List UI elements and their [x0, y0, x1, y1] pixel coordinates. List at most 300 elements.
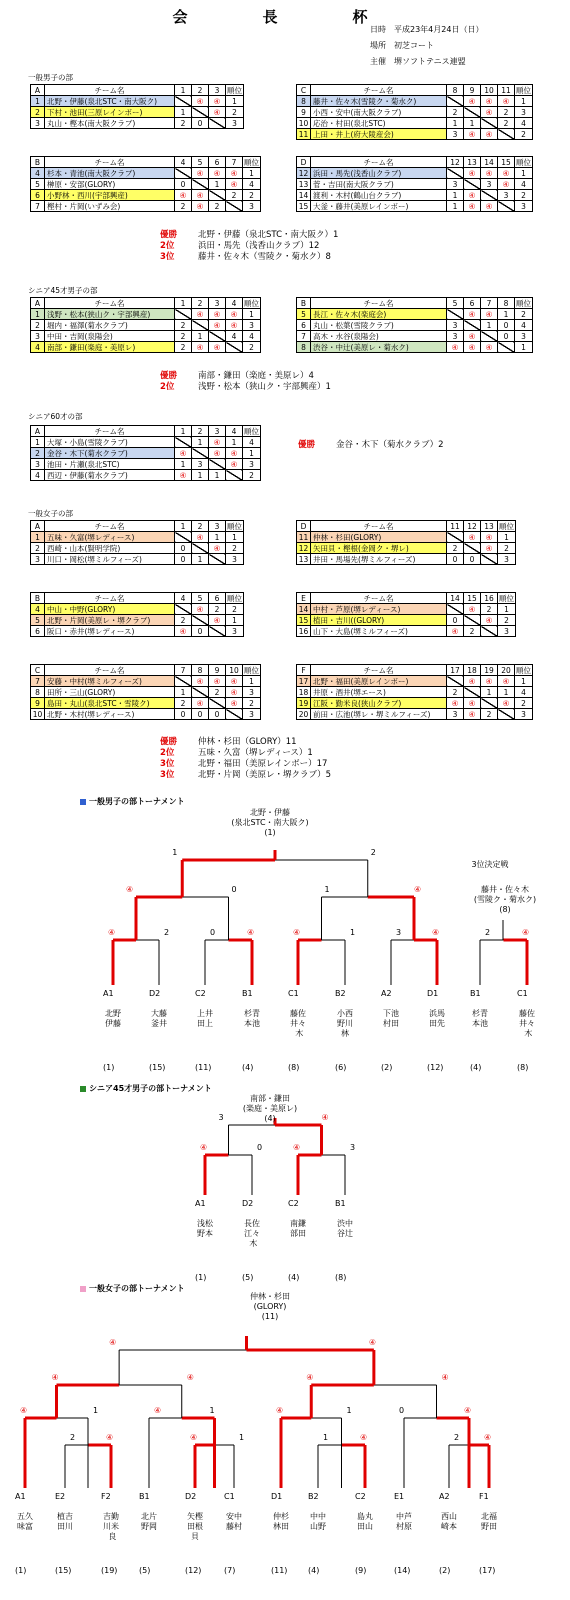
score-cell: ④: [226, 459, 243, 470]
team-name: 高木・水谷(泉陽会): [311, 331, 447, 342]
col-header: 10: [226, 665, 243, 676]
score-cell: ④: [226, 676, 243, 687]
row-number: 10: [31, 709, 45, 720]
col-header: 12: [447, 157, 464, 168]
score-cell: 2: [481, 709, 498, 720]
host-value: 堺ソフトテニス連盟: [394, 57, 466, 66]
col-header: 13: [481, 521, 498, 532]
score-cell: ④: [226, 698, 243, 709]
score-cell: 2: [175, 201, 192, 212]
score-cell: 2: [175, 615, 192, 626]
team-name: 杉本・青池(南大阪クラブ): [45, 168, 175, 179]
match-score: 1: [350, 928, 356, 937]
rank-cell: 3: [243, 201, 261, 212]
team-name: 井原・酒井(堺エース): [311, 687, 447, 698]
score-cell: 0: [498, 320, 515, 331]
score-cell: 3: [447, 320, 464, 331]
col-header: 5: [192, 157, 209, 168]
result-line: 2位 浜田・馬先（浅香山クラブ）12: [160, 241, 320, 251]
score-cell: 1: [192, 554, 209, 565]
score-cell: ④: [464, 709, 481, 720]
row-number: 4: [31, 604, 45, 615]
col-header: 15: [464, 593, 481, 604]
score-cell: ④: [481, 532, 498, 543]
row-number: 2: [31, 107, 45, 118]
player-names: 西山 崎本: [441, 1512, 457, 1531]
score-cell: 3: [447, 179, 464, 190]
host-label: 主催: [370, 57, 386, 66]
seed-number: (9): [355, 1566, 367, 1575]
match-score: ④: [306, 1373, 314, 1382]
col-header: 14: [447, 593, 464, 604]
col-header: 4: [226, 298, 243, 309]
col-header: 9: [209, 665, 226, 676]
block-label: E: [297, 593, 311, 604]
rank-header: 順位: [516, 298, 531, 308]
team-name: 五味・久富(堺レディース): [45, 532, 175, 543]
rank-cell: 1: [243, 168, 261, 179]
score-cell: ④: [464, 201, 481, 212]
rank-header: 順位: [244, 298, 259, 308]
match-score: ④: [276, 1406, 284, 1415]
row-number: 9: [31, 698, 45, 709]
col-header: 1: [175, 298, 192, 309]
match-score: 0: [257, 1143, 263, 1152]
score-cell: ④: [481, 168, 498, 179]
row-number: 12: [297, 168, 311, 179]
score-cell: ④: [192, 676, 209, 687]
score-cell: ④: [226, 168, 243, 179]
rank-cell: 2: [226, 604, 244, 615]
seed-number: (1): [15, 1566, 27, 1575]
row-number: 7: [297, 331, 311, 342]
team-header: チーム名: [45, 521, 175, 532]
team-header: チーム名: [45, 85, 175, 96]
block-label: A: [31, 298, 45, 309]
match-score: 2: [164, 928, 170, 937]
col-header: 2: [192, 426, 209, 437]
score-cell: 3: [447, 331, 464, 342]
result-line: 優勝 南部・鎌田（楽庭・美原レ）4: [160, 371, 314, 381]
score-cell: ④: [209, 96, 226, 107]
rank-cell: 4: [515, 687, 533, 698]
score-cell: 2: [226, 190, 243, 201]
match-score: 0: [231, 885, 237, 894]
seed-number: (11): [195, 1063, 212, 1072]
player-names: 大藤 釜井: [151, 1009, 167, 1028]
match-score: ④: [368, 1338, 377, 1347]
team-name: 渋谷・中辻(美原レ・菊水ク): [311, 342, 447, 353]
team-name: 前田・広池(堺レ・堺ミルフィーズ): [311, 709, 447, 720]
rank-cell: 2: [226, 543, 244, 554]
player-names: 小西 野川 林: [337, 1009, 353, 1038]
col-header: 3: [209, 426, 226, 437]
score-cell: 3: [498, 190, 515, 201]
match-score: ④: [293, 928, 301, 937]
col-header: 3: [209, 521, 226, 532]
match-score: ④: [293, 1143, 301, 1152]
seed-number: (5): [242, 1273, 254, 1282]
rank-cell: 3: [243, 320, 261, 331]
match-score: 3: [350, 1143, 356, 1152]
score-cell: ④: [481, 309, 498, 320]
seed-number: (15): [149, 1063, 166, 1072]
col-header: 10: [481, 85, 498, 96]
col-header: 4: [226, 426, 243, 437]
score-cell: ④: [209, 615, 226, 626]
score-cell: 1: [498, 687, 515, 698]
team-name: 菅・吉田(南大阪クラブ): [311, 179, 447, 190]
team-name: 浜田・馬先(浅香山クラブ): [311, 168, 447, 179]
seed-number: (4): [308, 1566, 320, 1575]
score-cell: ④: [226, 179, 243, 190]
team-name: 浅野・松本(狭山ク・宇部興産): [45, 309, 175, 320]
team-name: 仲林・杉田(GLORY): [311, 532, 447, 543]
row-number: 1: [31, 437, 45, 448]
row-number: 20: [297, 709, 311, 720]
score-cell: 0: [175, 554, 192, 565]
row-number: 1: [31, 309, 45, 320]
score-cell: ④: [464, 698, 481, 709]
match-score: 1: [209, 1406, 215, 1415]
row-number: 5: [31, 179, 45, 190]
player-names: 渋中 谷辻: [337, 1219, 353, 1238]
row-number: 15: [297, 201, 311, 212]
score-cell: ④: [464, 342, 481, 353]
team-name: 山下・大島(堺ミルフィーズ): [311, 626, 447, 637]
third-place-winner: 藤井・佐々木 (雪陵ク・菊水ク) (8): [473, 885, 537, 914]
col-header: 16: [481, 593, 498, 604]
team-name: 応治・村田(泉北STC): [311, 118, 447, 129]
seed-number: (15): [55, 1566, 72, 1575]
player-names: 中中 山野: [310, 1512, 326, 1531]
rank-cell: 4: [243, 179, 261, 190]
col-header: 6: [464, 298, 481, 309]
score-cell: 3: [481, 179, 498, 190]
rank-cell: 2: [226, 107, 244, 118]
rank-cell: 1: [515, 168, 533, 179]
women-champion: 仲林・杉田 (GLORY) (11): [250, 1292, 290, 1321]
rank-cell: 4: [243, 437, 261, 448]
score-cell: 0: [192, 626, 209, 637]
score-cell: 0: [175, 179, 192, 190]
score-cell: ④: [209, 448, 226, 459]
row-number: 9: [297, 107, 311, 118]
match-score: ④: [126, 885, 134, 894]
player-names: 北片 野岡: [141, 1512, 157, 1531]
block-label: A: [31, 85, 45, 96]
score-cell: ④: [464, 532, 481, 543]
player-names: 北福 野田: [481, 1512, 497, 1531]
score-cell: 1: [481, 320, 498, 331]
score-cell: ④: [192, 201, 209, 212]
seed-number: (11): [271, 1566, 288, 1575]
team-name: 丸山・松葉(雪陵クラブ): [311, 320, 447, 331]
date-label: 日時: [370, 25, 386, 34]
seed-label: A1: [15, 1492, 26, 1501]
row-number: 6: [31, 626, 45, 637]
page-title: 会 長 杯: [172, 8, 398, 26]
row-number: 8: [297, 96, 311, 107]
seed-label: C1: [224, 1492, 235, 1501]
seed-label: B2: [308, 1492, 319, 1501]
s45-bracket-header: シニア45才男子の部トーナメント: [80, 1083, 212, 1094]
row-number: 7: [31, 201, 45, 212]
col-header: 12: [464, 521, 481, 532]
match-score: ④: [247, 928, 255, 937]
row-number: 2: [31, 448, 45, 459]
seed-number: (8): [335, 1273, 347, 1282]
col-header: 11: [447, 521, 464, 532]
team-name: 中田・吉岡(泉陽会): [45, 331, 175, 342]
result-line: 優勝 仲林・杉田（GLORY）11: [160, 737, 297, 747]
score-cell: 3: [447, 709, 464, 720]
row-number: 14: [297, 604, 311, 615]
score-cell: ④: [481, 129, 498, 140]
score-cell: ④: [209, 676, 226, 687]
row-number: 12: [297, 543, 311, 554]
seed-number: (12): [185, 1566, 202, 1575]
match-score: 3: [218, 1113, 224, 1122]
team-name: 池田・片瀬(泉北STC): [45, 459, 175, 470]
rank-cell: 1: [515, 96, 533, 107]
score-cell: 2: [175, 342, 192, 353]
score-cell: 0: [209, 709, 226, 720]
rank-cell: 3: [515, 107, 533, 118]
seed-label: C2: [355, 1492, 366, 1501]
score-cell: ④: [464, 331, 481, 342]
row-number: 11: [297, 129, 311, 140]
score-cell: ④: [192, 342, 209, 353]
row-number: 15: [297, 615, 311, 626]
row-number: 11: [297, 532, 311, 543]
score-cell: ④: [464, 168, 481, 179]
seed-number: (6): [335, 1063, 347, 1072]
match-score: 1: [239, 1433, 245, 1442]
rank-cell: 4: [515, 118, 533, 129]
match-score: 2: [485, 928, 491, 937]
square-icon: [80, 1086, 86, 1092]
match-score: ④: [522, 928, 530, 937]
score-cell: 1: [447, 118, 464, 129]
section-women: 一般女子の部: [28, 509, 73, 518]
score-cell: 3: [447, 129, 464, 140]
score-cell: ④: [192, 309, 209, 320]
block-label: C: [31, 665, 45, 676]
score-cell: ④: [226, 687, 243, 698]
col-header: 3: [209, 298, 226, 309]
team-header: チーム名: [311, 521, 447, 532]
men-bracket-header: 一般男子の部トーナメント: [80, 796, 185, 807]
score-cell: ④: [481, 676, 498, 687]
score-cell: ④: [498, 179, 515, 190]
score-cell: 2: [175, 698, 192, 709]
seed-label: A1: [195, 1199, 206, 1208]
rank-cell: 3: [226, 118, 244, 129]
rank-header: 順位: [244, 665, 259, 675]
match-score: ④: [200, 1143, 208, 1152]
seed-label: F1: [479, 1492, 489, 1501]
score-cell: 1: [209, 532, 226, 543]
score-cell: 2: [464, 626, 481, 637]
team-header: チーム名: [45, 157, 175, 168]
score-cell: ④: [175, 470, 192, 481]
rank-cell: 2: [243, 342, 261, 353]
date-value: 平成23年4月24日（日）: [394, 25, 484, 34]
col-header: 1: [175, 426, 192, 437]
rank-cell: 1: [226, 96, 244, 107]
score-cell: ④: [498, 168, 515, 179]
rank-cell: 3: [515, 201, 533, 212]
rank-cell: 2: [498, 543, 516, 554]
team-name: 小西・安中(南大阪クラブ): [311, 107, 447, 118]
score-cell: ④: [481, 543, 498, 554]
men-champion: 北野・伊藤 (泉北STC・南大阪ク) (1): [231, 808, 309, 837]
score-cell: 0: [192, 709, 209, 720]
seed-label: E1: [394, 1492, 405, 1501]
block-label: F: [297, 665, 311, 676]
result-line: 3位 藤井・佐々木（雪陵ク・菊水ク）8: [160, 252, 331, 262]
block-label: D: [297, 521, 311, 532]
senior60-result: 優勝 金谷・木下（菊水クラブ）2: [298, 440, 444, 450]
rank-cell: 1: [515, 676, 533, 687]
player-names: 藤佐 井々 木: [519, 1009, 535, 1038]
score-cell: ④: [192, 96, 209, 107]
col-header: 15: [498, 157, 515, 168]
third-place-title: 3位決定戦: [471, 860, 509, 869]
score-cell: ④: [226, 320, 243, 331]
row-number: 5: [297, 309, 311, 320]
score-cell: ④: [175, 190, 192, 201]
score-cell: 2: [209, 687, 226, 698]
team-name: 上田・井上(府大陵産会): [311, 129, 447, 140]
match-score: ④: [186, 1373, 194, 1382]
team-header: チーム名: [311, 665, 447, 676]
score-cell: ④: [192, 532, 209, 543]
block-label: A: [31, 521, 45, 532]
row-number: 8: [297, 342, 311, 353]
team-name: 井田・馬場先(堺ミルフィーズ): [311, 554, 447, 565]
row-number: 7: [31, 676, 45, 687]
team-name: 西崎・山本(賢明学院): [45, 543, 175, 554]
rank-header: 順位: [516, 85, 531, 95]
team-name: 金谷・木下(菊水クラブ): [45, 448, 175, 459]
col-header: 4: [175, 593, 192, 604]
rank-header: 順位: [516, 157, 531, 167]
score-cell: 1: [481, 687, 498, 698]
result-line: 3位 北野・片岡（美原レ・堺クラブ）5: [160, 770, 331, 780]
rank-cell: 1: [243, 309, 261, 320]
player-names: 中芦 村原: [396, 1512, 412, 1531]
rank-header: 順位: [244, 157, 259, 167]
col-header: 11: [498, 85, 515, 96]
team-name: 大釜・藤井(美原レインボー): [311, 201, 447, 212]
row-number: 18: [297, 687, 311, 698]
col-header: 14: [481, 157, 498, 168]
rank-cell: 2: [515, 309, 533, 320]
score-cell: 1: [447, 201, 464, 212]
rank-cell: 4: [243, 331, 261, 342]
col-header: 2: [192, 298, 209, 309]
score-cell: 1: [209, 470, 226, 481]
col-header: 13: [464, 157, 481, 168]
seed-number: (19): [101, 1566, 118, 1575]
rank-cell: 3: [515, 331, 533, 342]
score-cell: ④: [464, 129, 481, 140]
player-names: 植吉 田川: [57, 1512, 73, 1531]
col-header: 5: [447, 298, 464, 309]
team-header: チーム名: [311, 157, 447, 168]
seed-number: (4): [470, 1063, 482, 1072]
col-header: 18: [464, 665, 481, 676]
women-bracket-header: 一般女子の部トーナメント: [80, 1283, 185, 1294]
player-names: 下池 村田: [383, 1009, 399, 1028]
score-cell: 3: [192, 459, 209, 470]
result-line: 優勝 北野・伊藤（泉北STC・南大阪ク）1: [160, 230, 339, 240]
match-score: ④: [360, 1433, 368, 1442]
team-header: チーム名: [45, 665, 175, 676]
seed-label: B1: [335, 1199, 346, 1208]
score-cell: ④: [209, 342, 226, 353]
team-name: 西辺・伊藤(菊水クラブ): [45, 470, 175, 481]
match-score: 1: [323, 1433, 329, 1442]
rank-cell: 3: [243, 687, 261, 698]
score-cell: 0: [192, 118, 209, 129]
rank-cell: 1: [243, 448, 261, 459]
block-label: B: [297, 298, 311, 309]
match-score: ④: [464, 1406, 472, 1415]
match-score: ④: [51, 1373, 59, 1382]
seed-label: D2: [185, 1492, 197, 1501]
match-score: 1: [324, 885, 330, 894]
score-cell: 0: [498, 331, 515, 342]
col-header: 5: [192, 593, 209, 604]
row-number: 6: [297, 320, 311, 331]
seed-number: (1): [103, 1063, 115, 1072]
match-score: 1: [346, 1406, 352, 1415]
player-names: 島丸 田山: [357, 1512, 373, 1531]
seed-number: (17): [479, 1566, 496, 1575]
seed-label: B2: [335, 989, 346, 998]
col-header: 7: [175, 665, 192, 676]
seed-label: A2: [439, 1492, 450, 1501]
score-cell: 1: [175, 687, 192, 698]
score-cell: ④: [209, 320, 226, 331]
rank-cell: 2: [243, 698, 261, 709]
col-header: 4: [175, 157, 192, 168]
seed-number: (2): [439, 1566, 451, 1575]
score-cell: 1: [192, 470, 209, 481]
section-senior60: シニア60才の部: [28, 412, 83, 421]
team-name: 川口・岡松(堺ミルフィーズ): [45, 554, 175, 565]
rank-cell: 4: [515, 179, 533, 190]
rank-cell: 4: [515, 320, 533, 331]
player-names: 長佐 江々 木: [244, 1219, 260, 1248]
row-number: 1: [31, 96, 45, 107]
score-cell: 4: [226, 331, 243, 342]
player-names: 矢樫 田根 貝: [187, 1512, 203, 1541]
row-number: 10: [297, 118, 311, 129]
score-cell: 2: [481, 604, 498, 615]
rank-cell: 3: [226, 554, 244, 565]
row-number: 3: [31, 459, 45, 470]
team-header: チーム名: [311, 593, 447, 604]
score-cell: ④: [447, 626, 464, 637]
team-name: 大塚・小島(雪陵クラブ): [45, 437, 175, 448]
seed-label: B1: [139, 1492, 150, 1501]
player-names: 五久 味富: [17, 1512, 33, 1531]
team-name: 小野林・西川(宇部興産): [45, 190, 175, 201]
